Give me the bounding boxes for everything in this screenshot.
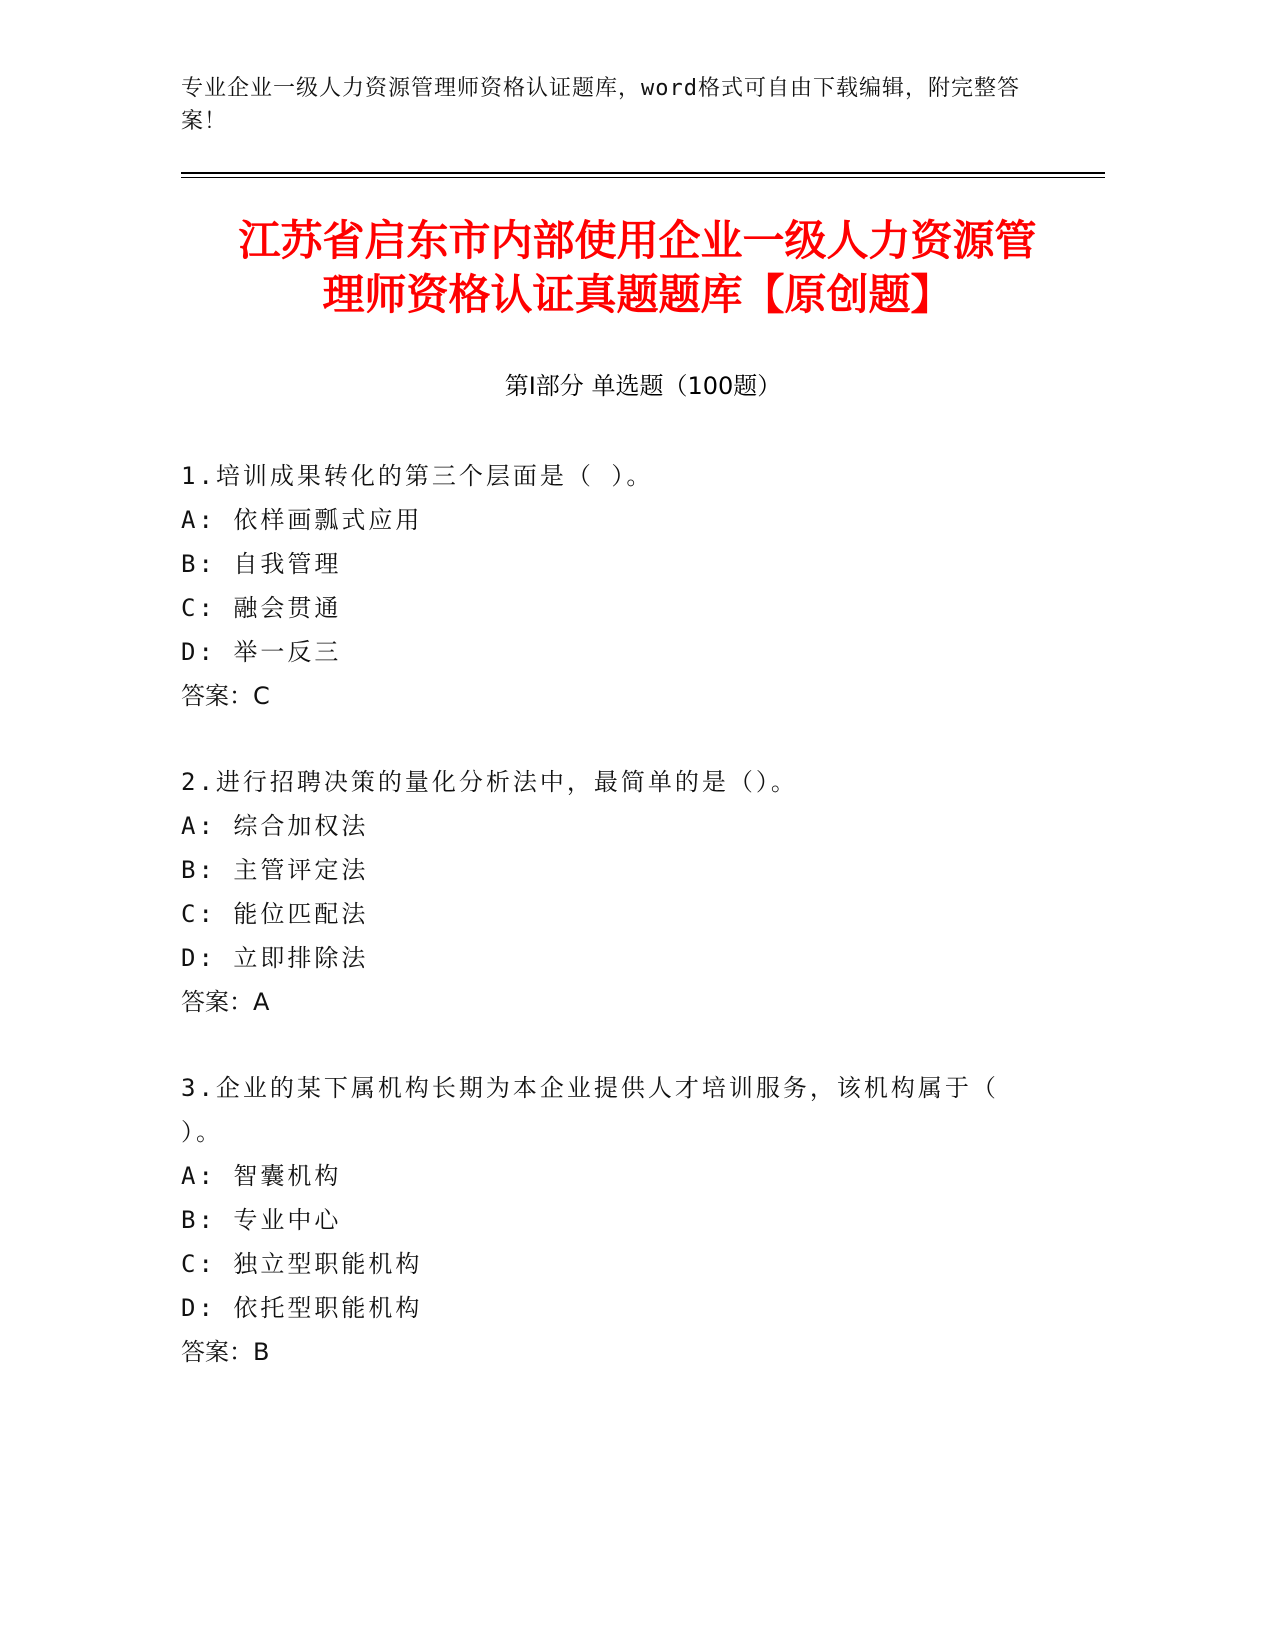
question-1 xyxy=(181,454,1051,718)
answer: 答案：B xyxy=(181,1338,270,1366)
option-d: D: 立即排除法 xyxy=(181,944,369,972)
document-title xyxy=(150,214,1125,322)
document-title-line-1: 江苏省启东市内部使用企业一级人力资源管 xyxy=(238,216,1037,265)
question-2 xyxy=(181,760,1051,1024)
option-c: C: 独立型职能机构 xyxy=(181,1250,423,1278)
question-stem: 2.进行招聘决策的量化分析法中，最简单的是（）。 xyxy=(181,768,798,796)
question-3 xyxy=(181,1066,1051,1374)
option-d: D: 举一反三 xyxy=(181,638,342,666)
option-b: B: 专业中心 xyxy=(181,1206,342,1234)
option-b: B: 主管评定法 xyxy=(181,856,369,884)
option-c: C: 融会贯通 xyxy=(181,594,342,622)
question-stem: 1.培训成果转化的第三个层面是（ ）。 xyxy=(181,462,654,490)
document-title-line-2: 理师资格认证真题题库【原创题】 xyxy=(322,270,953,319)
option-c: C: 能位匹配法 xyxy=(181,900,369,928)
option-a: A: 智囊机构 xyxy=(181,1162,342,1190)
header-divider-thin xyxy=(181,177,1105,178)
section-title: 第Ⅰ部分 单选题（100题） xyxy=(504,372,782,400)
question-list xyxy=(181,454,1051,1416)
question-stem: 3.企业的某下属机构长期为本企业提供人才培训服务，该机构属于（ ）。 xyxy=(181,1074,999,1146)
header-note: 专业企业一级人力资源管理师资格认证题库，word格式可自由下载编辑，附完整答案！ xyxy=(181,76,1020,134)
header-divider-thick xyxy=(181,172,1105,174)
answer: 答案：C xyxy=(181,682,270,710)
answer: 答案：A xyxy=(181,988,270,1016)
option-d: D: 依托型职能机构 xyxy=(181,1294,423,1322)
option-a: A: 依样画瓢式应用 xyxy=(181,506,423,534)
option-a: A: 综合加权法 xyxy=(181,812,369,840)
option-b: B: 自我管理 xyxy=(181,550,342,578)
